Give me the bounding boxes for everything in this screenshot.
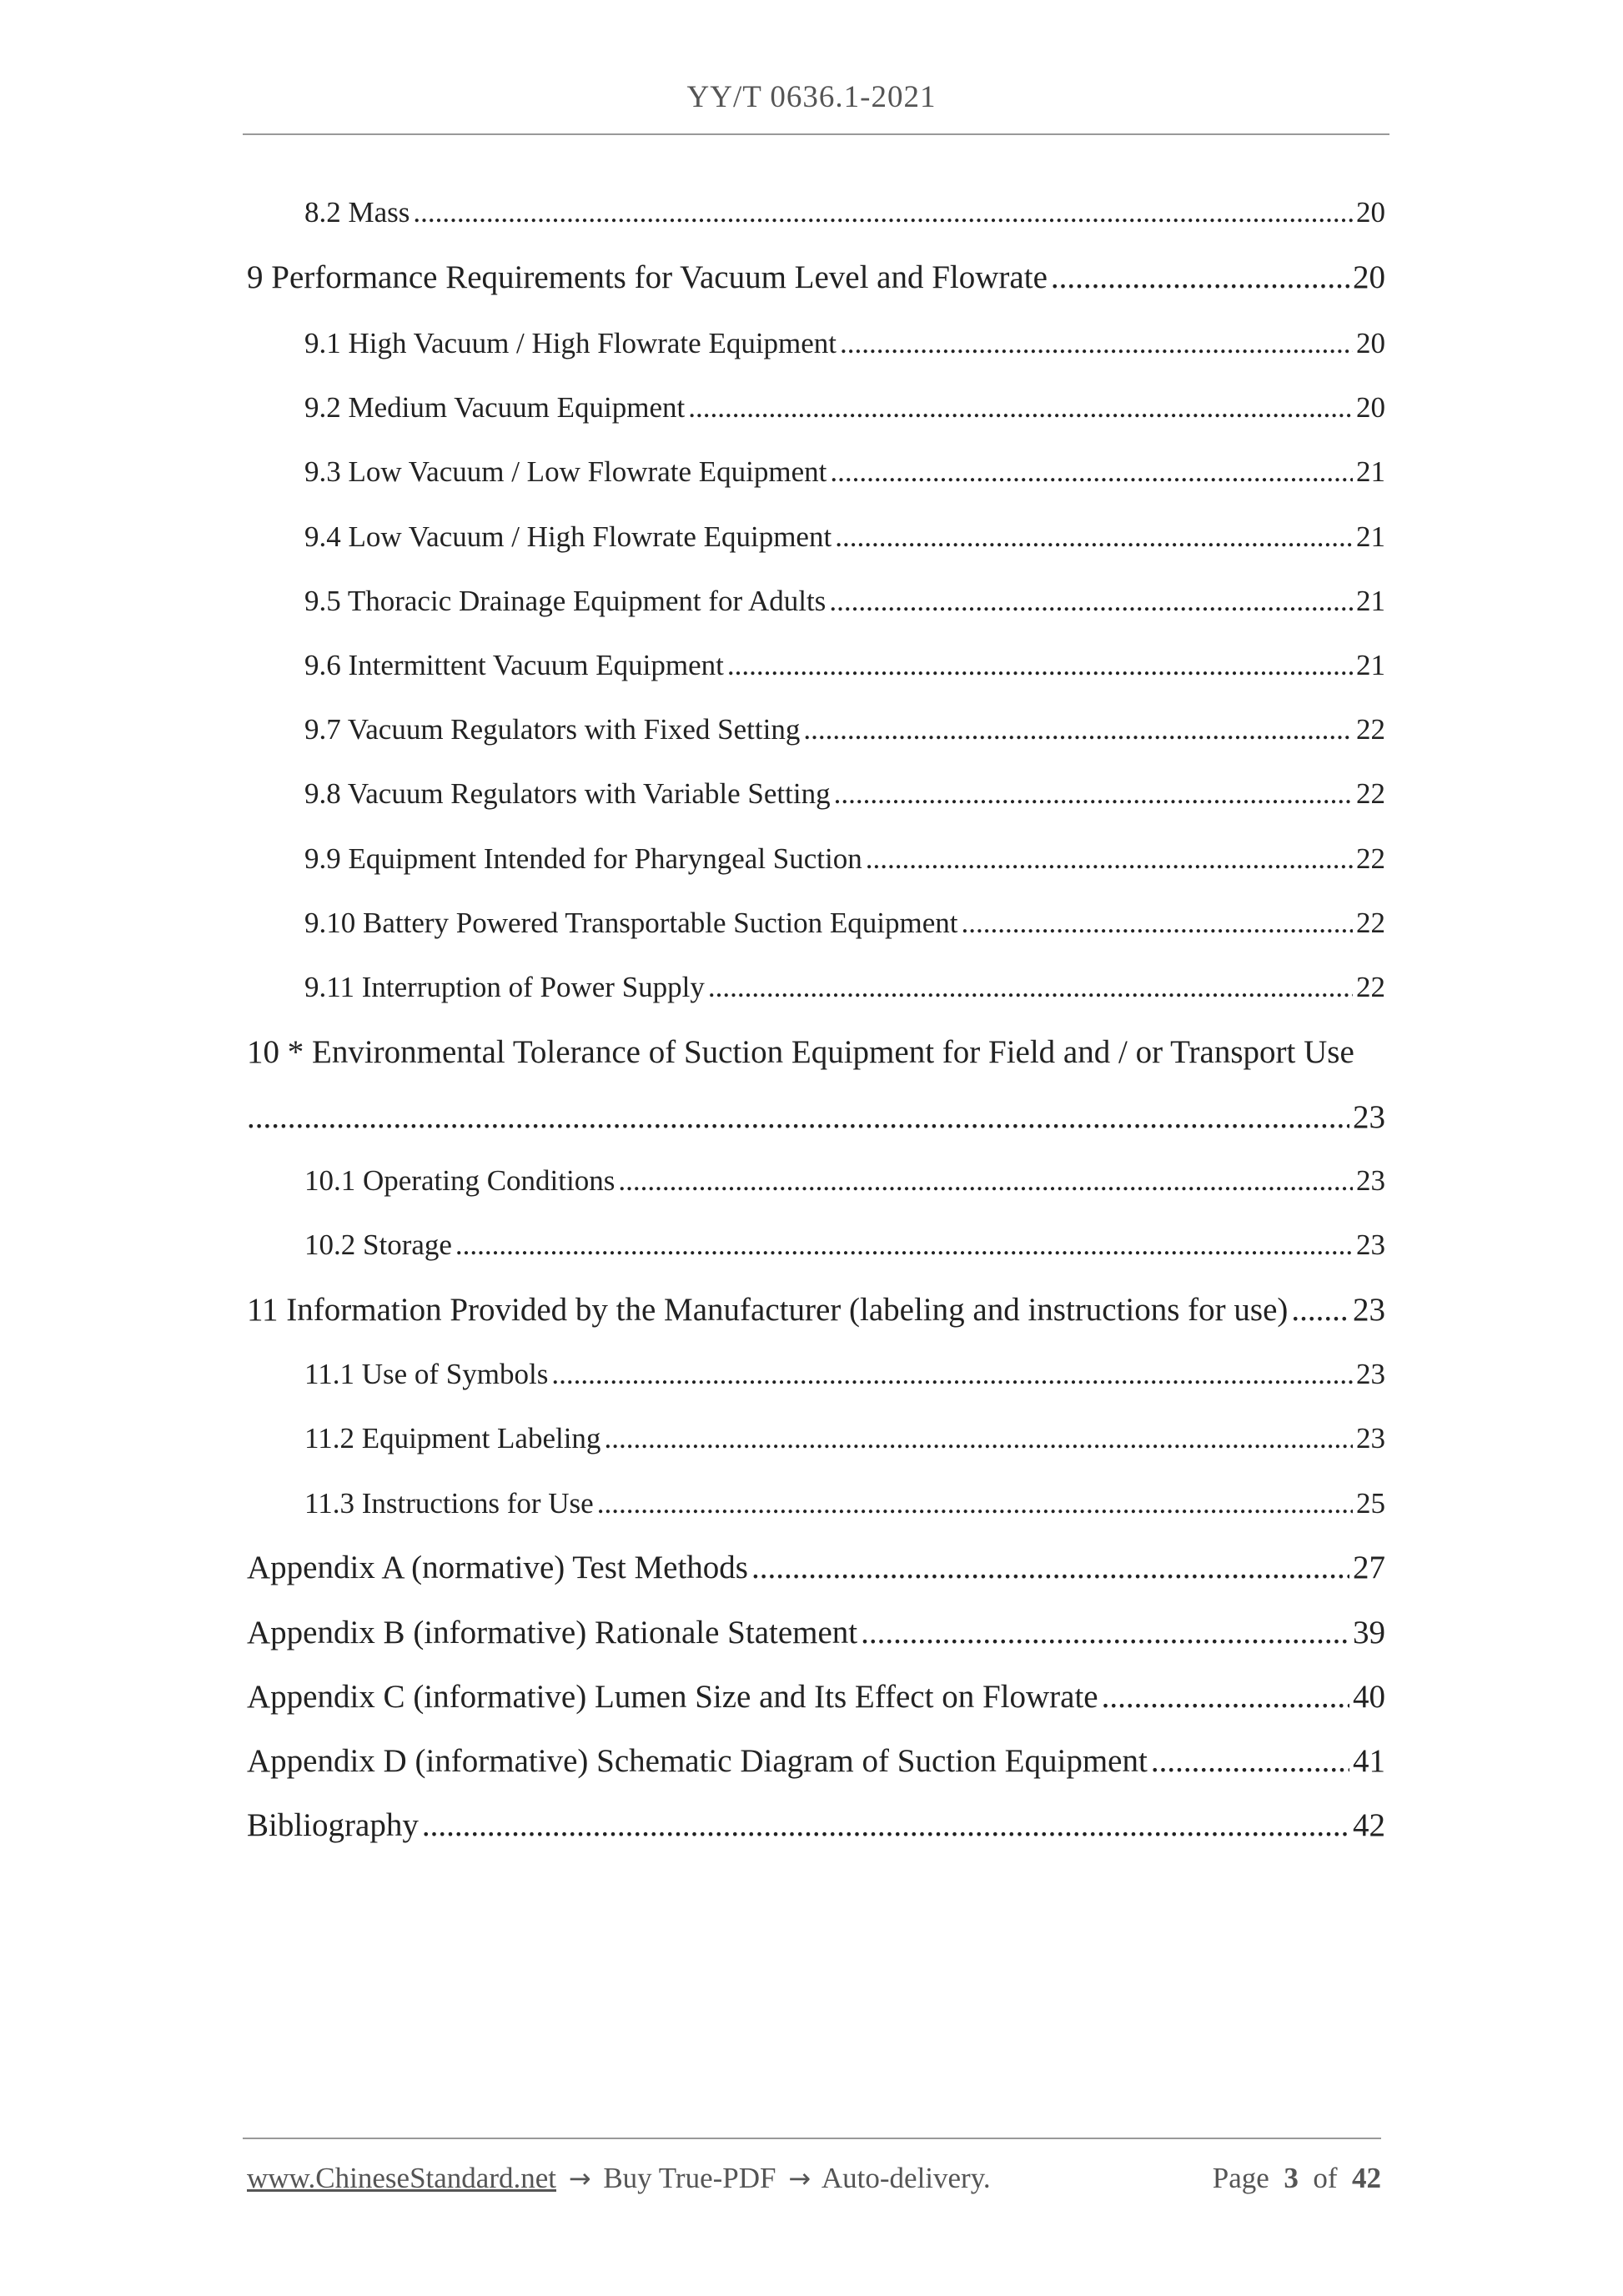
toc-entry-title: Appendix A (normative) Test Methods <box>247 1550 748 1585</box>
toc-entry-9-6[interactable] <box>304 649 1385 682</box>
toc-entry-title: Appendix D (informative) Schematic Diagram of Suction Equipment <box>247 1743 1148 1779</box>
toc-entry-page: 20 <box>1356 327 1385 359</box>
toc-entry-9-5[interactable] <box>304 585 1385 618</box>
toc-entry-title: 11 Information Provided by the Manufacturer (labeling and instructions for use) <box>247 1292 1289 1328</box>
toc-leader-dots <box>1151 1742 1349 1780</box>
page-current: 3 <box>1284 2162 1299 2194</box>
arrow-right-icon: → <box>568 2163 591 2194</box>
toc-leader-dots <box>708 971 1353 1004</box>
toc-leader-dots <box>688 391 1353 425</box>
toc-entry-title: Bibliography <box>247 1807 419 1843</box>
toc-entry-10-continuation[interactable] <box>247 1098 1385 1136</box>
toc-entry-page: 22 <box>1356 713 1385 746</box>
toc-entry-title: 9.9 Equipment Intended for Pharyngeal Suction <box>304 842 862 875</box>
page-footer <box>247 2162 1381 2203</box>
toc-entry-title: 11.1 Use of Symbols <box>304 1358 549 1390</box>
toc-entry-9-7[interactable] <box>304 713 1385 746</box>
toc-entry-page: 23 <box>1356 1358 1385 1390</box>
page-word: Page <box>1212 2162 1269 2194</box>
toc-entry-page: 27 <box>1353 1550 1385 1585</box>
toc-entry-appendix-b[interactable] <box>247 1614 1385 1651</box>
toc-leader-dots <box>1051 259 1349 296</box>
toc-entry-page: 21 <box>1356 455 1385 488</box>
toc-entry-page: 23 <box>1356 1422 1385 1454</box>
toc-entry-title: 9.4 Low Vacuum / High Flowrate Equipment <box>304 520 832 553</box>
toc-entry-11-2[interactable] <box>304 1422 1385 1455</box>
toc-entry-appendix-a[interactable] <box>247 1549 1385 1586</box>
toc-leader-dots <box>727 649 1353 682</box>
toc-entry-9-10[interactable] <box>304 907 1385 940</box>
toc-leader-dots <box>835 520 1353 554</box>
toc-entry-title: 9.10 Battery Powered Transportable Suction Equipment <box>304 907 958 939</box>
toc-entry-title: Appendix B (informative) Rationale Statement <box>247 1615 858 1650</box>
toc-entry-10-1[interactable] <box>304 1164 1385 1198</box>
toc-leader-dots <box>413 196 1353 229</box>
document-code: YY/T 0636.1-2021 <box>686 80 937 114</box>
toc-entry-page: 22 <box>1356 777 1385 810</box>
toc-entry-page: 20 <box>1356 196 1385 229</box>
toc-entry-title: 9.1 High Vacuum / High Flowrate Equipment <box>304 327 837 359</box>
toc-entry-11[interactable] <box>247 1291 1385 1329</box>
toc-entry-page: 23 <box>1356 1228 1385 1261</box>
toc-leader-dots <box>551 1358 1353 1391</box>
toc-entry-9-2[interactable] <box>304 391 1385 425</box>
toc-entry-page: 22 <box>1356 842 1385 875</box>
toc-entry-title: 9.8 Vacuum Regulators with Variable Setting <box>304 777 831 810</box>
toc-entry-page: 23 <box>1353 1099 1385 1135</box>
toc-entry-page: 21 <box>1356 649 1385 681</box>
toc-entry-8-2[interactable] <box>304 196 1385 229</box>
toc-entry-title: 9.2 Medium Vacuum Equipment <box>304 391 686 424</box>
toc-entry-9-4[interactable] <box>304 520 1385 554</box>
toc-entry-title: 10.2 Storage <box>304 1228 452 1261</box>
toc-entry-10[interactable] <box>247 1033 1385 1071</box>
toc-entry-bibliography[interactable] <box>247 1806 1385 1844</box>
arrow-right-icon: → <box>788 2163 812 2194</box>
toc-entry-title: Appendix C (informative) Lumen Size and Its Effect on Flowrate <box>247 1679 1098 1715</box>
toc-leader-dots <box>247 1098 1349 1136</box>
toc-leader-dots <box>1291 1291 1349 1329</box>
footer-divider <box>243 2138 1381 2139</box>
toc-leader-dots <box>861 1614 1349 1651</box>
toc-entry-title: 9.3 Low Vacuum / Low Flowrate Equipment <box>304 455 827 488</box>
toc-leader-dots <box>829 585 1353 618</box>
toc-leader-dots <box>422 1806 1349 1844</box>
toc-entry-title: 9.6 Intermittent Vacuum Equipment <box>304 649 724 681</box>
toc-entry-9-8[interactable] <box>304 777 1385 811</box>
toc-leader-dots <box>840 327 1353 360</box>
toc-leader-dots <box>751 1549 1349 1586</box>
toc-entry-page: 23 <box>1353 1292 1385 1328</box>
toc-entry-title: 9.5 Thoracic Drainage Equipment for Adults <box>304 585 827 617</box>
page-number <box>1213 2162 1381 2195</box>
toc-leader-dots <box>834 777 1353 811</box>
toc-entry-title: 10 * Environmental Tolerance of Suction Equipment for Field and / or Transport Use <box>247 1034 1354 1070</box>
toc-leader-dots <box>803 713 1353 746</box>
toc-entry-page: 20 <box>1356 391 1385 424</box>
toc-entry-page: 41 <box>1353 1743 1385 1779</box>
toc-entry-9-3[interactable] <box>304 455 1385 489</box>
toc-leader-dots <box>866 842 1353 876</box>
toc-leader-dots <box>455 1228 1353 1262</box>
auto-delivery-text: Auto-delivery. <box>821 2162 991 2194</box>
toc-entry-title: 8.2 Mass <box>304 196 410 229</box>
toc-entry-page: 21 <box>1356 585 1385 617</box>
toc-entry-page: 21 <box>1356 520 1385 553</box>
toc-entry-page: 22 <box>1356 907 1385 939</box>
toc-entry-page: 40 <box>1353 1679 1385 1715</box>
toc-entry-title: 9.11 Interruption of Power Supply <box>304 971 705 1003</box>
toc-entry-9[interactable] <box>247 259 1385 296</box>
toc-entry-9-9[interactable] <box>304 842 1385 876</box>
toc-leader-dots <box>830 455 1353 489</box>
toc-entry-page: 22 <box>1356 971 1385 1003</box>
of-word: of <box>1313 2162 1338 2194</box>
toc-entry-page: 25 <box>1356 1487 1385 1520</box>
buy-pdf-text: Buy True-PDF <box>603 2162 776 2194</box>
toc-entry-page: 42 <box>1353 1807 1385 1843</box>
toc-entry-appendix-c[interactable] <box>247 1678 1385 1716</box>
page-total: 42 <box>1352 2162 1381 2194</box>
toc-entry-appendix-d[interactable] <box>247 1742 1385 1780</box>
toc-entry-page: 23 <box>1356 1164 1385 1197</box>
toc-leader-dots <box>597 1487 1353 1520</box>
toc-leader-dots <box>962 907 1353 940</box>
toc-entry-page: 39 <box>1353 1615 1385 1650</box>
footer-promo <box>247 2162 991 2195</box>
toc-entry-title: 9 Performance Requirements for Vacuum Level and Flowrate <box>247 259 1048 295</box>
toc-entry-9-11[interactable] <box>304 971 1385 1004</box>
toc-entry-11-3[interactable] <box>304 1487 1385 1520</box>
toc-entry-11-1[interactable] <box>304 1358 1385 1391</box>
toc-entry-title: 11.2 Equipment Labeling <box>304 1422 601 1454</box>
toc-entry-title: 10.1 Operating Conditions <box>304 1164 616 1197</box>
toc-entry-title: 11.3 Instructions for Use <box>304 1487 594 1520</box>
toc-entry-10-2[interactable] <box>304 1228 1385 1262</box>
toc-leader-dots <box>604 1422 1353 1455</box>
toc-leader-dots <box>1102 1678 1349 1716</box>
toc-entry-page: 20 <box>1353 259 1385 295</box>
toc-entry-9-1[interactable] <box>304 327 1385 360</box>
site-link[interactable]: www.ChineseStandard.net <box>247 2162 556 2194</box>
toc-entry-title: 9.7 Vacuum Regulators with Fixed Setting <box>304 713 801 746</box>
toc-leader-dots <box>618 1164 1353 1198</box>
